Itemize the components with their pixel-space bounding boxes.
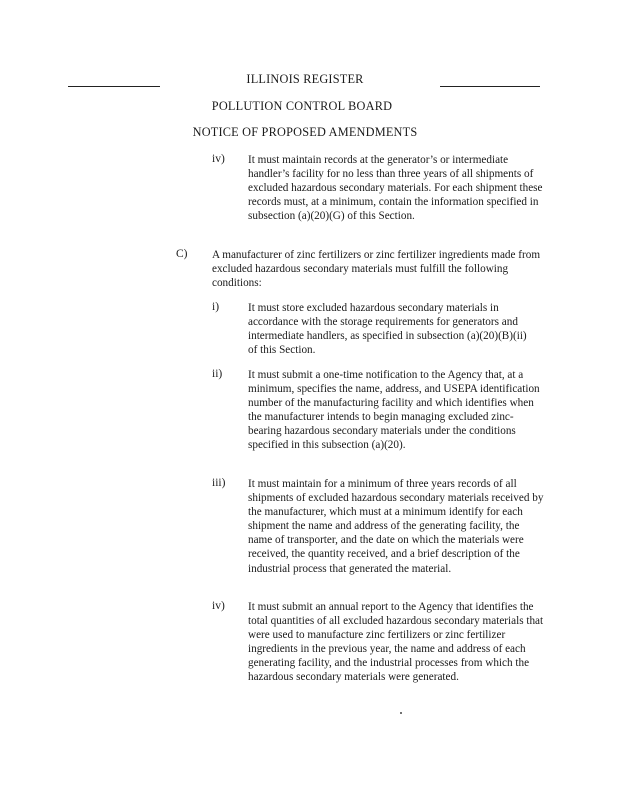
board-title: POLLUTION CONTROL BOARD bbox=[211, 99, 393, 113]
item-text-iv-a: It must maintain records at the generator’s or intermediate handler’s facility for no less than three years of all shipments of excluded hazardous secondary materials. For each shipment these records must, at a minimum, contain the information specified in subsection (a)(20)(G) of this Section. bbox=[248, 154, 543, 223]
item-text-c: A manufacturer of zinc fertilizers or zinc fertilizer ingredients made from excluded hazardous secondary materials must fulfill the following conditions: bbox=[212, 249, 541, 290]
scan-speck bbox=[400, 712, 402, 714]
item-label-iv-b: iv) bbox=[212, 600, 225, 612]
item-label-ii: ii) bbox=[212, 368, 223, 380]
notice-title: NOTICE OF PROPOSED AMENDMENTS bbox=[192, 125, 418, 139]
item-label-iii: iii) bbox=[212, 477, 226, 489]
item-label-iv-a: iv) bbox=[212, 153, 225, 165]
item-text-ii: It must submit a one-time notification to the Agency that, at a minimum, specifies the name, address, and USEPA identification number of the manufacturing facility and which identifies when the manufacturer intends to begin managing excluded zinc-bearing hazardous secondary materials under the conditions specified in this subsection (a)(20). bbox=[248, 369, 540, 452]
item-text-i: It must store excluded hazardous secondary materials in accordance with the storage requirements for generators and intermediate handlers, as specified in subsection (a)(20)(B)(ii) of this Section. bbox=[248, 302, 527, 357]
item-label-c: C) bbox=[176, 248, 188, 260]
item-text-iv-b: It must submit an annual report to the Agency that identifies the total quantities of all excluded hazardous secondary materials that were used to manufacture zinc fertilizers or zinc fertilizer ingredients in the previous year, the name and address of each generating facility, and the industrial processes from which the hazardous secondary materials were generated. bbox=[248, 601, 544, 684]
item-label-i: i) bbox=[212, 301, 220, 313]
item-text-iii: It must maintain for a minimum of three years records of all shipments of excluded hazardous secondary materials received by the manufacturer, which must at a minimum identify for each shipment the name and address of the generating facility, the name of transporter, and the date on which the materials were received, the quantity received, and a brief description of the industrial process that generated the material. bbox=[248, 478, 544, 575]
register-title: ILLINOIS REGISTER bbox=[246, 72, 364, 86]
